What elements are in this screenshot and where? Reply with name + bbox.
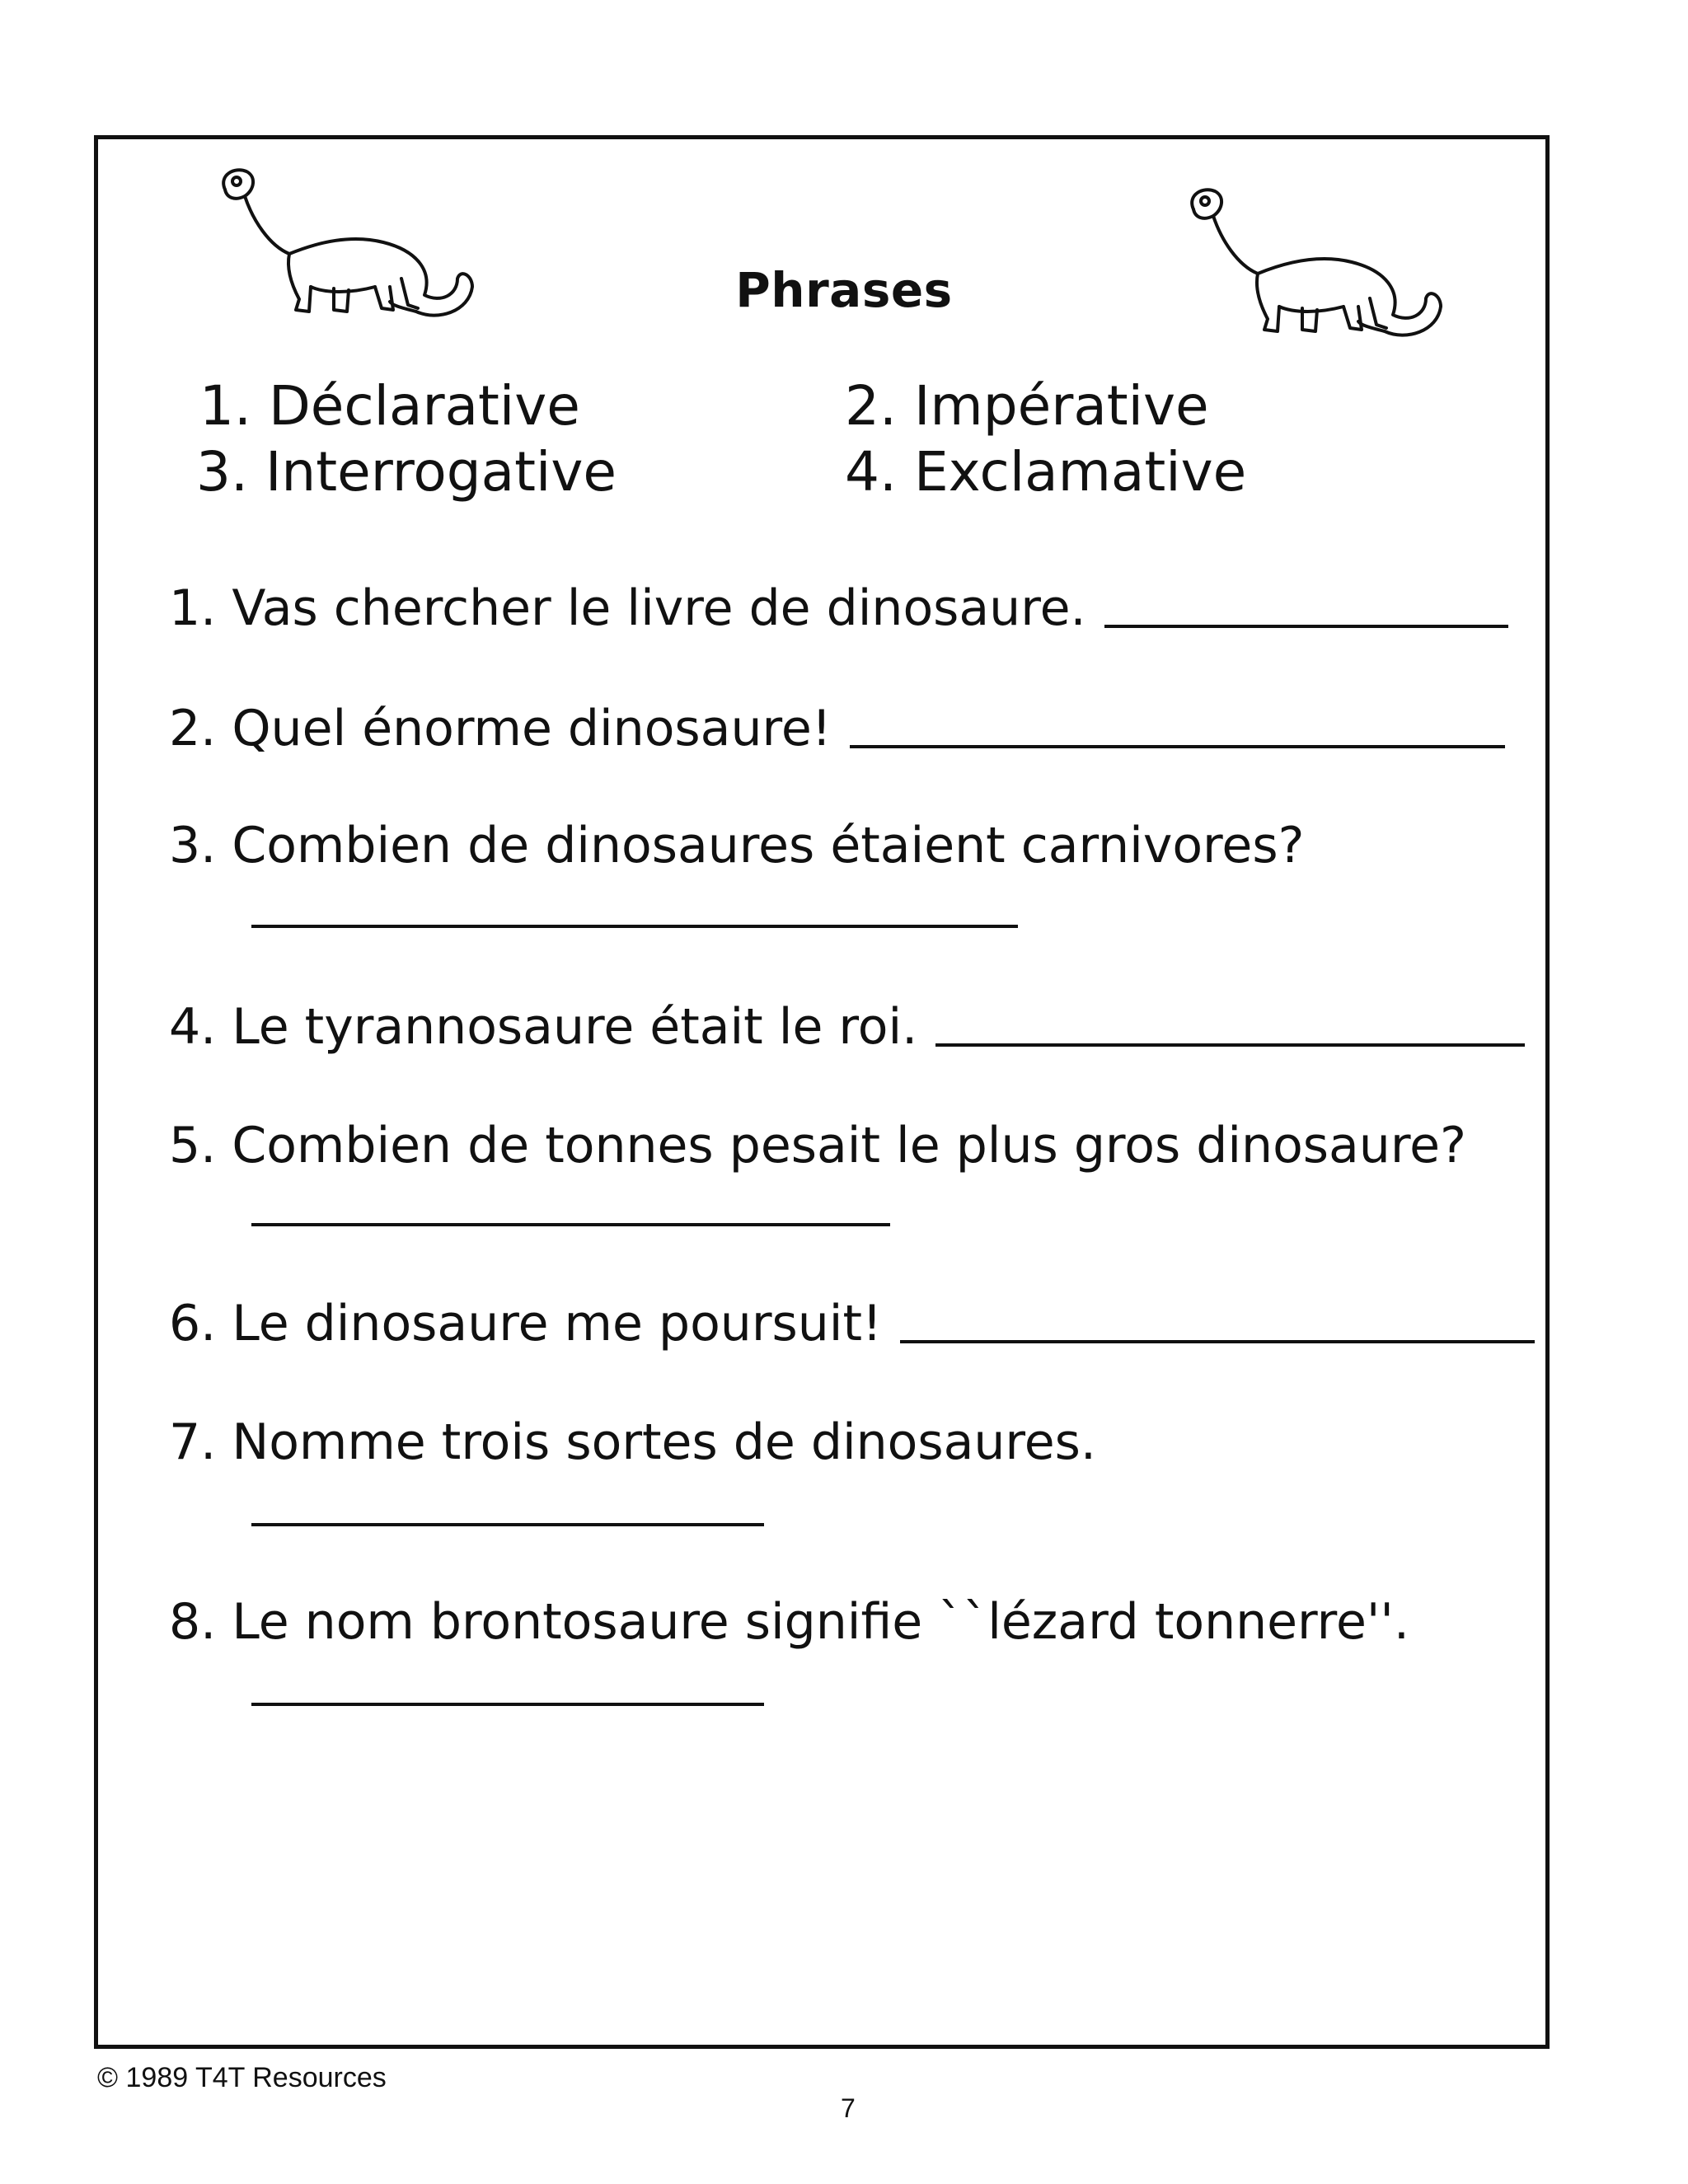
question-text: 4. Le tyrannosaure était le roi. (169, 998, 918, 1056)
answer-line[interactable] (251, 1703, 764, 1706)
sentence-type-interrogative: 3. Interrogative (196, 440, 617, 504)
question-6 (169, 1295, 1535, 1352)
question-7 (169, 1413, 1096, 1471)
answer-line[interactable] (850, 745, 1505, 748)
answer-line[interactable] (251, 1223, 890, 1226)
sentence-type-imperative: 2. Impérative (845, 374, 1209, 438)
question-text: 6. Le dinosaure me poursuit! (169, 1295, 883, 1352)
page-title: Phrases (735, 262, 953, 318)
question-text: 3. Combien de dinosaures étaient carnivores? (169, 817, 1305, 874)
copyright-notice: © 1989 T4T Resources (97, 2062, 387, 2093)
answer-line[interactable] (251, 925, 1018, 928)
answer-line[interactable] (1104, 625, 1508, 628)
question-text: 1. Vas chercher le livre de dinosaure. (169, 579, 1086, 637)
sentence-type-declarative: 1. Déclarative (199, 374, 580, 438)
question-5 (169, 1117, 1466, 1174)
question-text: 8. Le nom brontosaure signifie ``lézard tonnerre''. (169, 1593, 1409, 1651)
question-8 (169, 1593, 1409, 1651)
sentence-type-exclamative: 4. Exclamative (845, 440, 1247, 504)
page-number: 7 (841, 2093, 856, 2123)
answer-line[interactable] (251, 1523, 764, 1526)
question-1 (169, 579, 1508, 637)
question-text: 2. Quel énorme dinosaure! (169, 700, 832, 757)
answer-line[interactable] (935, 1043, 1525, 1047)
answer-line[interactable] (900, 1340, 1535, 1343)
question-3 (169, 817, 1305, 874)
question-2 (169, 700, 1505, 757)
question-4 (169, 998, 1525, 1056)
question-text: 7. Nomme trois sortes de dinosaures. (169, 1413, 1096, 1471)
question-text: 5. Combien de tonnes pesait le plus gros dinosaure? (169, 1117, 1466, 1174)
